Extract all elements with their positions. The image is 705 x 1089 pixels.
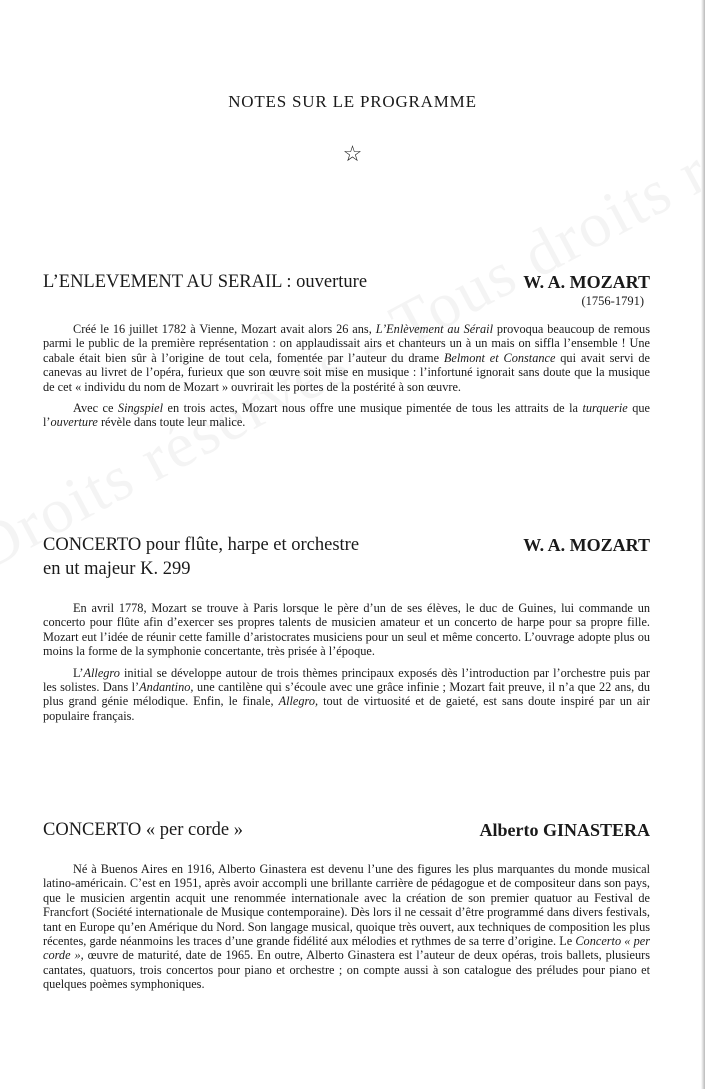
text-run: révèle dans toute leur malice. — [97, 415, 246, 430]
star-icon: ☆ — [342, 141, 363, 166]
paragraph — [43, 601, 650, 659]
section-body — [43, 322, 650, 430]
work-title — [43, 533, 483, 581]
italic-text: Allegro — [83, 665, 120, 680]
text-run: qui avait servi de canevas au livret de l’opéra, furieux que son œuvre soit mise en musique : l’infortuné ignorait sans doute que la musique de cet « individu du nom de Mozart » ouvrirait les portes de la postérité à son œuvre. — [43, 350, 650, 394]
work-title-line: CONCERTO pour flûte, harpe et orchestre — [43, 535, 360, 555]
text-run: Né à Buenos Aires en 1916, Alberto Ginastera est devenu l’une des figures les plus marquantes du monde musical latino-américain. C’est en 1951, après avoir accompli une brillante carrière de pédagogue et de compositeur dans son pays, que le musicien argentin acquit une renommée internationale avec la création de son premier quatuor au Festival de Francfort (Société internationale de Musique contemporaine). Dès lors il ne cessait d’être programmé dans divers festivals, tant en Europe qu’en Amérique du Nord. Son langage musical, quoique très ouvert, aux techniques de composition les plus récentes, garde néanmoins les traces d’une grande fidélité aux mélodies et rythmes de sa terre d’origine. Le — [43, 862, 650, 949]
italic-text: Concerto « per corde », — [43, 934, 650, 963]
text-run: Avec ce — [73, 401, 118, 416]
text-run: Créé le 16 juillet 1782 à Vienne, Mozart avait alors 26 ans, — [73, 322, 376, 336]
page-edge-shadow — [701, 0, 705, 1089]
page-title: NOTES SUR LE PROGRAMME — [228, 92, 477, 111]
section-body — [43, 862, 650, 992]
italic-text: Andantino, — [139, 680, 194, 695]
paragraph — [43, 862, 650, 992]
composer-name: W. A. MOZART — [523, 272, 650, 292]
section-heading — [43, 533, 650, 583]
text-run: L’ — [73, 665, 84, 680]
text-run: en trois actes, Mozart nous offre une musique pimentée de tous les attraits de la — [163, 401, 583, 416]
italic-text: ouverture — [50, 415, 98, 430]
text-run: tout de virtuosité et de gaieté, est sans doute inspiré par un air populaire français. — [43, 694, 651, 723]
composer-last-name: GINASTERA — [542, 820, 650, 840]
section-concerto-per-corde — [43, 818, 650, 992]
work-subtitle: en ut majeur K. 299 — [43, 559, 191, 579]
italic-text: Allegro, — [278, 694, 319, 709]
paragraph — [43, 322, 650, 394]
paragraph — [43, 401, 650, 430]
italic-text: Singspiel — [117, 401, 164, 416]
italic-text: L’Enlèvement au Sérail — [375, 322, 493, 336]
composer-dates: (1756-1791) — [581, 294, 644, 308]
text-run: que l’ — [43, 401, 650, 430]
composer-first-name: Alberto — [479, 820, 539, 840]
text-run: initial se développe autour de trois thèmes principaux exposés dès l’introduction par l’orchestre puis par les solistes. Dans l’ — [43, 665, 650, 695]
composer-name — [479, 818, 650, 842]
section-heading — [43, 270, 650, 312]
text-run: En avril 1778, Mozart se trouve à Paris lorsque le père d’un de ses élèves, le duc de Guines, lui commande un concerto pour flûte afin d’exercer ses propres talents de musicien amateur et un concerto de harpe pour sa propre fille. Mozart eut l’idée de réunir cette famille d’aristocrates musiciens pour un seul et même concerto. L’ouvrage adopte plus ou moins la forme de la symphonie concertante, très prisée à l’époque. — [43, 601, 650, 659]
section-enlevement — [43, 270, 650, 430]
section-heading — [43, 818, 650, 846]
section-concerto-flute-harpe — [43, 533, 650, 723]
composer-name: W. A. MOZART — [523, 535, 650, 555]
work-title: L’ENLEVEMENT AU SERAIL : ouverture — [43, 272, 368, 292]
italic-text: turquerie — [582, 401, 628, 416]
text-run: œuvre de maturité, date de 1965. En outre, Alberto Ginastera est l’auteur de deux opéras, trois ballets, plusieurs cantates, quatuors, trois concertos pour piano et orchestre ; on compte aussi à son catalogue des préludes pour piano et quelques poèmes symphoniques. — [43, 948, 650, 992]
italic-text: Belmont et Constance — [443, 350, 556, 365]
work-title: CONCERTO « per corde » — [43, 820, 243, 840]
paragraph — [43, 666, 650, 724]
section-body — [43, 601, 650, 723]
text-run: provoqua beaucoup de remous parmi le public de la première représentation : on applaudissait airs et chanteurs un à un mais on siffla l’ensemble ! Une cabale était bien sûr à l’origine de tout cela, fomentée par l’auteur du drame — [43, 322, 650, 365]
text-run: une cantilène qui s’écoule avec une grâce infinie ; Mozart fait preuve, il n’a que 22 ans, du plus grand génie mélodique. Enfin, le finale, — [43, 680, 650, 709]
